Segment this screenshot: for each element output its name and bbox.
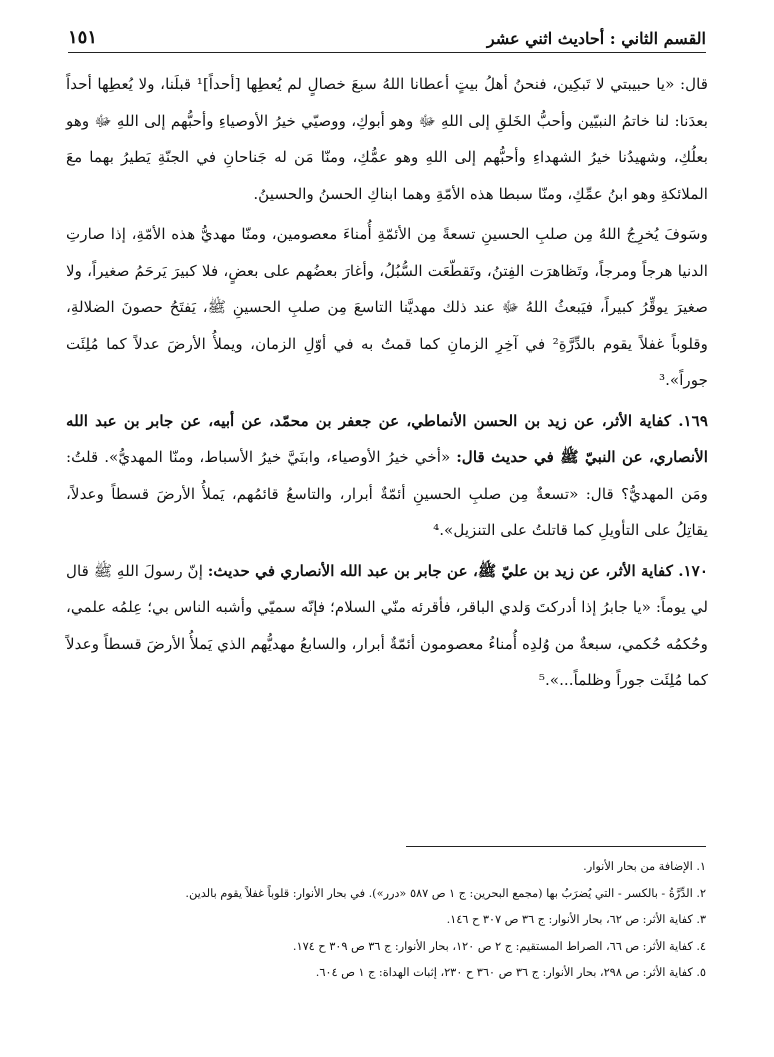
hadith-170-text: إنّ رسولَ اللهِ ﷺ قال لي يوماً: «يا جابرُ إذا أدركتَ وَلدي الباقر، فأقرئه منّي السلام؛ فإنّه سميّي وأشبه الناس بي؛ عِلمُه علمي، وحُكمُه حُكمي، سبعةٌ من وُلدِه أُمناءُ معصومون أئمّةٌ أبرار، والسابعُ مهديُّهم الذي يَملأُ الأرضَ قسطاً وعدلاً كما مُلِئَت جوراً وظلماً...».⁵ (66, 561, 708, 689)
hadith-170 (66, 553, 708, 699)
paragraph-mahdi: وسَوفَ يُخرِجُ اللهُ مِن صلبِ الحسينِ تسعةً مِن الأئمّةِ أُمناءَ معصومين، ومنّا مهديُّ هذه الأمّةِ، إذا صارتِ الدنيا هرجاً ومرجاً، وتَظاهرَت الفِتنُ، وتَقطّعَت السُّبُلُ، وأغارَ بعضُهم على بعضٍ، فلا كبيرَ يَرحَمُ صغيراً، ولا صغيرَ يوقِّرُ كبيراً، فيَبعثُ اللهُ ﷻ عند ذلك مهديَّنا التاسعَ مِن صلبِ الحسينِ ﷺ، يَفتَحُ حصونَ الضلالةِ، وقلوباً غفلاً يقوم بالدِّرَّةِ² في آخِرِ الزمانِ كما قمتُ به في أوّلِ الزمان، ويملأُ الأرضَ عدلاً كما مُلِئَت جوراً».³ (66, 225, 708, 389)
main-text (66, 66, 708, 703)
footnote-2: ٢. الدِّرَّةُ - بالكسر - التي يُضرَبُ بها (مجمع البحرين: ج ١ ص ٥٨٧ «درر»). في بحار الأنوار: قلوباً غفلاً يقوم بالدين. (185, 886, 706, 900)
footnotes (70, 854, 706, 987)
page-header (68, 22, 706, 53)
hadith-169-heading: ١٦٩. كفاية الأثر، عن زيد بن الحسن الأنماطي، عن جعفر بن محمّد، عن أبيه، عن جابر بن عبد الله الأنصاري، عن النبيّ ﷺ في حديث قال: (66, 411, 709, 466)
footnote-3: ٣. كفاية الأثر: ص ٦٢، بحار الأنوار: ج ٣٦ ص ٣٠٧ ح ١٤٦. (446, 913, 706, 926)
footnote-1: ١. الإضافة من بحار الأنوار. (583, 860, 706, 873)
section-title: القسم الثاني : أحاديث اثني عشر (486, 29, 706, 48)
hadith-169-text: «أخي خيرُ الأوصياء، وابنَيَّ خيرُ الأسباط، ومنّا المهديُّ». قلتُ: ومَن المهديُّ؟ قال: «تسعةٌ مِن صلبِ الحسينِ أئمّةٌ أبرار، والتاسعُ قائمُهم، يَملأُ الأرضَ قسطاً وعدلاً، يقاتِلُ على التأويلِ كما قاتلتُ على التنزيل».⁴ (66, 448, 708, 539)
footnote-separator (406, 846, 706, 847)
paragraph-hadith-quote: قال: «يا حبيبتي لا تَبكِين، فنحنُ أهلُ بيتٍ أعطانا اللهُ سبعَ خصالٍ لم يُعطِها [أحداً]¹ قبلَنا، ولا يُعطِها أحداً بعدَنا: لنا خاتمُ النبيّين وأحبُّ الخَلقِ إلى اللهِ ﷻ وهو أبوكِ، ووصيّي خيرُ الأوصياءِ وأحبُّهم إلى اللهِ ﷻ وهو بعلُكِ، وشهيدُنا خيرُ الشهداءِ وأحبُّهم إلى اللهِ وهو عمُّكِ، ومنّا مَن له جَناحانِ في الجنّةِ يَطيرُ بهما معَ الملائكةِ وهو ابنُ عمِّكِ، ومنّا سبطا هذه الأمّةِ وهما ابناكِ الحسنُ والحسينُ. (66, 75, 708, 203)
hadith-170-heading: ١٧٠. كفاية الأثر، عن زيد بن عليّ ﷺ، عن جابر بن عبد الله الأنصاري في حديث: (207, 561, 708, 580)
footnote-5: ٥. كفاية الأثر: ص ٢٩٨، بحار الأنوار: ج ٣٦ ص ٣٦٠ ح ٢٣٠، إثبات الهداة: ج ١ ص ٦٠٤. (315, 966, 706, 979)
footnote-4: ٤. كفاية الأثر: ص ٦٦، الصراط المستقيم: ج ٢ ص ١٢٠، بحار الأنوار: ج ٣٦ ص ٣٠٩ ح ١٧٤. (292, 939, 706, 953)
page-number: ١٥١ (68, 27, 98, 48)
hadith-169 (66, 403, 708, 549)
